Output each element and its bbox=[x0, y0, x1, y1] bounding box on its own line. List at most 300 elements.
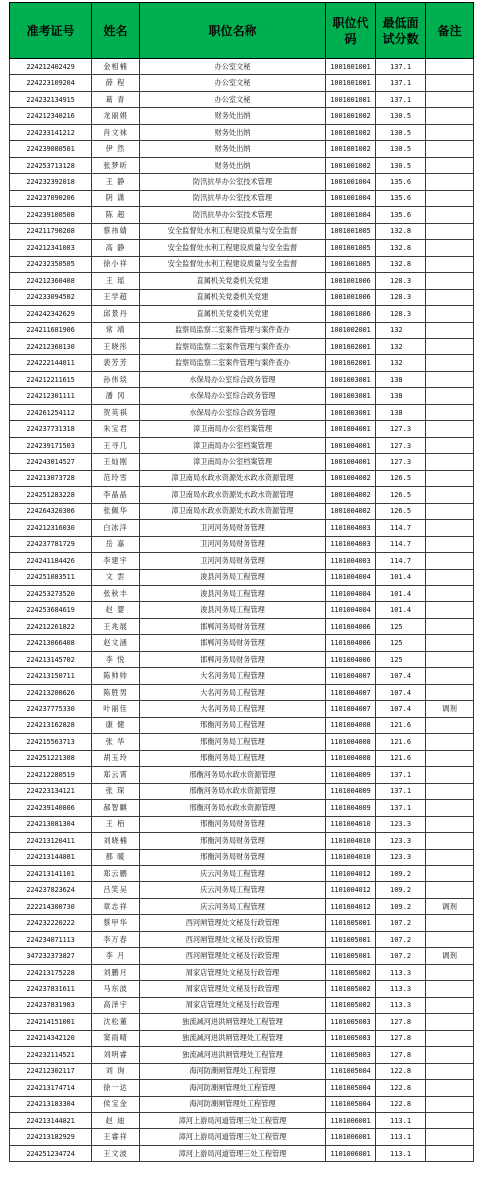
cell-name: 高泽宇 bbox=[92, 997, 140, 1013]
cell-min-score: 126.5 bbox=[376, 470, 426, 486]
cell-name: 郑云霄 bbox=[92, 767, 140, 783]
table-row bbox=[10, 124, 474, 140]
cell-position-code: 1101004003 bbox=[326, 553, 376, 569]
cell-exam-id: 224233094502 bbox=[10, 289, 92, 305]
cell-name: 王睿祥 bbox=[92, 1129, 140, 1145]
table-header bbox=[10, 3, 474, 59]
cell-name: 岳 嘉 bbox=[92, 536, 140, 552]
cell-name: 陈 超 bbox=[92, 207, 140, 223]
cell-note bbox=[426, 355, 474, 371]
cell-min-score: 123.3 bbox=[376, 816, 426, 832]
cell-position-code: 1101006001 bbox=[326, 1129, 376, 1145]
cell-name: 徐一达 bbox=[92, 1080, 140, 1096]
cell-position-code: 1001001006 bbox=[326, 273, 376, 289]
cell-position-code: 1001001004 bbox=[326, 190, 376, 206]
cell-name: 陈胜男 bbox=[92, 684, 140, 700]
cell-min-score: 113.3 bbox=[376, 964, 426, 980]
table-row bbox=[10, 586, 474, 602]
cell-position-code: 1101004010 bbox=[326, 833, 376, 849]
cell-position-code: 1101004009 bbox=[326, 783, 376, 799]
cell-note bbox=[426, 1047, 474, 1063]
cell-name: 胡玉玲 bbox=[92, 750, 140, 766]
cell-note bbox=[426, 273, 474, 289]
cell-name: 龙丽娟 bbox=[92, 108, 140, 124]
cell-min-score: 122.8 bbox=[376, 1063, 426, 1079]
cell-name: 邱景丹 bbox=[92, 306, 140, 322]
cell-note bbox=[426, 190, 474, 206]
table-row bbox=[10, 520, 474, 536]
cell-name: 朱宝君 bbox=[92, 421, 140, 437]
cell-exam-id: 224233141212 bbox=[10, 124, 92, 140]
cell-name: 肖文袜 bbox=[92, 124, 140, 140]
table-row bbox=[10, 783, 474, 799]
cell-note bbox=[426, 997, 474, 1013]
table-row bbox=[10, 256, 474, 272]
table-row bbox=[10, 964, 474, 980]
cell-position-code: 1101004007 bbox=[326, 684, 376, 700]
cell-position-code: 1101005004 bbox=[326, 1080, 376, 1096]
cell-note bbox=[426, 141, 474, 157]
cell-position-code: 1001002001 bbox=[326, 355, 376, 371]
cell-note bbox=[426, 256, 474, 272]
cell-position: 大名河务局工程管理 bbox=[140, 701, 326, 717]
cell-note bbox=[426, 223, 474, 239]
cell-min-score: 127.3 bbox=[376, 437, 426, 453]
table-row bbox=[10, 800, 474, 816]
cell-note bbox=[426, 536, 474, 552]
cell-min-score: 101.4 bbox=[376, 586, 426, 602]
cell-note bbox=[426, 1129, 474, 1145]
cell-min-score: 127.8 bbox=[376, 1030, 426, 1046]
cell-min-score: 122.8 bbox=[376, 1080, 426, 1096]
cell-exam-id: 224243014527 bbox=[10, 454, 92, 470]
cell-note bbox=[426, 454, 474, 470]
table-row bbox=[10, 602, 474, 618]
cell-min-score: 137.1 bbox=[376, 783, 426, 799]
cell-position: 漳河上游局河道管理三处工程管理 bbox=[140, 1145, 326, 1161]
cell-min-score: 135.6 bbox=[376, 207, 426, 223]
cell-position: 大名河务局工程管理 bbox=[140, 684, 326, 700]
cell-note bbox=[426, 1113, 474, 1129]
cell-position-code: 1101004004 bbox=[326, 602, 376, 618]
cell-min-score: 122.8 bbox=[376, 1096, 426, 1112]
cell-name: 王寻几 bbox=[92, 437, 140, 453]
table-row bbox=[10, 371, 474, 387]
cell-min-score: 130.5 bbox=[376, 157, 426, 173]
cell-position: 水保局办公室综合政务管理 bbox=[140, 371, 326, 387]
cell-note bbox=[426, 553, 474, 569]
cell-position: 监察局监察二室案件管理与案件查办 bbox=[140, 355, 326, 371]
cell-exam-id: 224234071113 bbox=[10, 931, 92, 947]
cell-min-score: 114.7 bbox=[376, 536, 426, 552]
cell-min-score: 132.8 bbox=[376, 256, 426, 272]
cell-position: 海河防潮闸管理处工程管理 bbox=[140, 1080, 326, 1096]
table-row bbox=[10, 1014, 474, 1030]
cell-name: 李 月 bbox=[92, 948, 140, 964]
cell-min-score: 123.3 bbox=[376, 833, 426, 849]
table-row bbox=[10, 882, 474, 898]
header-min-score bbox=[376, 3, 426, 59]
cell-position: 直属机关党委机关党建 bbox=[140, 306, 326, 322]
cell-note bbox=[426, 388, 474, 404]
cell-position: 屑家店管理处文秘及行政管理 bbox=[140, 964, 326, 980]
table-row bbox=[10, 240, 474, 256]
cell-position: 财务处出纳 bbox=[140, 157, 326, 173]
cell-name: 裴芳芳 bbox=[92, 355, 140, 371]
table-row bbox=[10, 1080, 474, 1096]
cell-position: 漳卫南局水政水资源处水政水资源管理 bbox=[140, 487, 326, 503]
cell-position-code: 1101005003 bbox=[326, 1030, 376, 1046]
cell-name: 李万春 bbox=[92, 931, 140, 947]
cell-min-score: 127.8 bbox=[376, 1014, 426, 1030]
table-row bbox=[10, 1030, 474, 1046]
cell-position-code: 1101004012 bbox=[326, 865, 376, 881]
cell-name: 张秋丰 bbox=[92, 586, 140, 602]
cell-position: 屑家店管理处文秘及行政管理 bbox=[140, 997, 326, 1013]
cell-exam-id: 224237831611 bbox=[10, 981, 92, 997]
cell-position-code: 1101005003 bbox=[326, 1047, 376, 1063]
cell-min-score: 135.6 bbox=[376, 190, 426, 206]
cell-min-score: 113.3 bbox=[376, 981, 426, 997]
cell-position: 邢衡河务局水政水资源管理 bbox=[140, 767, 326, 783]
cell-min-score: 107.4 bbox=[376, 684, 426, 700]
cell-exam-id: 224211790208 bbox=[10, 223, 92, 239]
table-row bbox=[10, 289, 474, 305]
table-row bbox=[10, 569, 474, 585]
cell-exam-id: 224213183304 bbox=[10, 1096, 92, 1112]
cell-min-score: 114.7 bbox=[376, 553, 426, 569]
cell-position: 防汛抗旱办公室技术管理 bbox=[140, 174, 326, 190]
cell-name: 郝智麒 bbox=[92, 800, 140, 816]
score-table-sheet bbox=[9, 2, 473, 1162]
cell-exam-id: 224239100508 bbox=[10, 207, 92, 223]
cell-position-code: 1001001002 bbox=[326, 124, 376, 140]
cell-min-score: 114.7 bbox=[376, 520, 426, 536]
table-row bbox=[10, 635, 474, 651]
cell-exam-id: 224213175228 bbox=[10, 964, 92, 980]
cell-min-score: 107.2 bbox=[376, 931, 426, 947]
cell-position-code: 1001001001 bbox=[326, 91, 376, 107]
cell-position: 庆云河务局工程管理 bbox=[140, 898, 326, 914]
cell-position: 水保局办公室综合政务管理 bbox=[140, 404, 326, 420]
table-row bbox=[10, 981, 474, 997]
cell-name: 高 静 bbox=[92, 240, 140, 256]
table-row bbox=[10, 487, 474, 503]
cell-name: 赵 婴 bbox=[92, 602, 140, 618]
cell-position: 漳河上游局河道管理三处工程管理 bbox=[140, 1113, 326, 1129]
cell-min-score: 107.4 bbox=[376, 701, 426, 717]
cell-note bbox=[426, 91, 474, 107]
cell-position-code: 1001001001 bbox=[326, 59, 376, 75]
cell-name: 章志祥 bbox=[92, 898, 140, 914]
cell-name: 王晓彤 bbox=[92, 338, 140, 354]
cell-position: 防汛抗旱办公室技术管理 bbox=[140, 190, 326, 206]
cell-position-code: 1101005001 bbox=[326, 948, 376, 964]
cell-position: 西河闸管理处文秘及行政管理 bbox=[140, 948, 326, 964]
cell-note bbox=[426, 124, 474, 140]
cell-exam-id: 224213162828 bbox=[10, 717, 92, 733]
cell-exam-id: 224212341003 bbox=[10, 240, 92, 256]
cell-exam-id: 224214342120 bbox=[10, 1030, 92, 1046]
cell-position: 漳卫南局办公室档案管理 bbox=[140, 454, 326, 470]
cell-exam-id: 224251234724 bbox=[10, 1145, 92, 1161]
cell-note bbox=[426, 882, 474, 898]
cell-min-score: 109.2 bbox=[376, 882, 426, 898]
table-row bbox=[10, 618, 474, 634]
cell-position-code: 1101004006 bbox=[326, 618, 376, 634]
table-row bbox=[10, 1063, 474, 1079]
cell-position-code: 1101004006 bbox=[326, 635, 376, 651]
cell-note: 调剂 bbox=[426, 948, 474, 964]
cell-note bbox=[426, 1063, 474, 1079]
table-row bbox=[10, 306, 474, 322]
cell-exam-id: 224212302117 bbox=[10, 1063, 92, 1079]
cell-min-score: 137.1 bbox=[376, 91, 426, 107]
cell-min-score: 130.5 bbox=[376, 124, 426, 140]
header-exam-id: 准考证号 bbox=[10, 3, 92, 59]
header-position: 职位名称 bbox=[140, 3, 326, 59]
cell-exam-id: 224253273520 bbox=[10, 586, 92, 602]
cell-exam-id: 224223109204 bbox=[10, 75, 92, 91]
header-position-code bbox=[326, 3, 376, 59]
table-row bbox=[10, 750, 474, 766]
cell-note bbox=[426, 833, 474, 849]
cell-position: 邢衡河务局财务管理 bbox=[140, 833, 326, 849]
cell-position: 独流减河进洪闸管理处工程管理 bbox=[140, 1047, 326, 1063]
cell-exam-id: 224237831903 bbox=[10, 997, 92, 1013]
cell-exam-id: 347232373827 bbox=[10, 948, 92, 964]
table-row bbox=[10, 849, 474, 865]
cell-position: 漳卫南局办公室档案管理 bbox=[140, 421, 326, 437]
cell-position-code: 1101005002 bbox=[326, 981, 376, 997]
cell-position-code: 1101005004 bbox=[326, 1096, 376, 1112]
cell-name: 李 悦 bbox=[92, 651, 140, 667]
cell-min-score: 121.6 bbox=[376, 734, 426, 750]
cell-exam-id: 224232350505 bbox=[10, 256, 92, 272]
cell-position: 安全监督处水利工程建设质量与安全监督 bbox=[140, 256, 326, 272]
cell-position-code: 1101004004 bbox=[326, 569, 376, 585]
cell-min-score: 113.1 bbox=[376, 1113, 426, 1129]
cell-exam-id: 224232392018 bbox=[10, 174, 92, 190]
cell-exam-id: 224213145702 bbox=[10, 651, 92, 667]
cell-note bbox=[426, 338, 474, 354]
table-row bbox=[10, 915, 474, 931]
cell-position-code: 1001002001 bbox=[326, 322, 376, 338]
cell-position-code: 1101004007 bbox=[326, 701, 376, 717]
cell-note bbox=[426, 1030, 474, 1046]
cell-name: 赵 迪 bbox=[92, 1113, 140, 1129]
cell-position: 财务处出纳 bbox=[140, 124, 326, 140]
table-row bbox=[10, 190, 474, 206]
cell-min-score: 135.6 bbox=[376, 174, 426, 190]
cell-position: 邢衡河务局工程管理 bbox=[140, 750, 326, 766]
table-row bbox=[10, 816, 474, 832]
cell-exam-id: 224214151001 bbox=[10, 1014, 92, 1030]
header-code-line1: 职位代 bbox=[332, 15, 369, 30]
cell-position-code: 1001001004 bbox=[326, 174, 376, 190]
cell-min-score: 107.2 bbox=[376, 915, 426, 931]
cell-min-score: 113.1 bbox=[376, 1145, 426, 1161]
cell-position: 水保局办公室综合政务管理 bbox=[140, 388, 326, 404]
cell-note bbox=[426, 421, 474, 437]
cell-note bbox=[426, 783, 474, 799]
cell-exam-id: 224251283228 bbox=[10, 487, 92, 503]
cell-min-score: 109.2 bbox=[376, 865, 426, 881]
table-row bbox=[10, 355, 474, 371]
cell-position-code: 1101004008 bbox=[326, 734, 376, 750]
cell-min-score: 125 bbox=[376, 635, 426, 651]
table-row bbox=[10, 174, 474, 190]
cell-position-code: 1001001005 bbox=[326, 256, 376, 272]
cell-position: 漳卫南局水政水资源处水政水资源管理 bbox=[140, 503, 326, 519]
cell-min-score: 121.6 bbox=[376, 750, 426, 766]
cell-note bbox=[426, 668, 474, 684]
cell-position-code: 1001001002 bbox=[326, 108, 376, 124]
cell-position-code: 1101004007 bbox=[326, 668, 376, 684]
header-note: 备注 bbox=[426, 3, 474, 59]
cell-position: 邢衡河务局水政水资源管理 bbox=[140, 783, 326, 799]
cell-name: 范玲雪 bbox=[92, 470, 140, 486]
cell-name: 郑云鹏 bbox=[92, 865, 140, 881]
cell-name: 赵文涵 bbox=[92, 635, 140, 651]
cell-note bbox=[426, 569, 474, 585]
cell-note bbox=[426, 470, 474, 486]
cell-exam-id: 224232114521 bbox=[10, 1047, 92, 1063]
table-row bbox=[10, 223, 474, 239]
cell-note: 调剂 bbox=[426, 898, 474, 914]
cell-position: 西河闸管理处文秘及行政管理 bbox=[140, 931, 326, 947]
cell-position: 大名河务局工程管理 bbox=[140, 668, 326, 684]
table-row bbox=[10, 503, 474, 519]
cell-min-score: 137.1 bbox=[376, 767, 426, 783]
cell-position-code: 1101005003 bbox=[326, 1014, 376, 1030]
cell-position: 监察局监察二室案件管理与案件查办 bbox=[140, 338, 326, 354]
cell-position: 直属机关党委机关党建 bbox=[140, 289, 326, 305]
cell-position: 海河防潮闸管理处工程管理 bbox=[140, 1096, 326, 1112]
table-row bbox=[10, 421, 474, 437]
cell-min-score: 101.4 bbox=[376, 569, 426, 585]
cell-exam-id: 224237781729 bbox=[10, 536, 92, 552]
header-score-line2: 试分数 bbox=[382, 31, 419, 46]
cell-min-score: 137.1 bbox=[376, 59, 426, 75]
cell-name: 刘鹏月 bbox=[92, 964, 140, 980]
cell-position: 邢衡河务局水政水资源管理 bbox=[140, 800, 326, 816]
table-row bbox=[10, 157, 474, 173]
table-row bbox=[10, 833, 474, 849]
cell-min-score: 123.3 bbox=[376, 849, 426, 865]
cell-min-score: 137.1 bbox=[376, 75, 426, 91]
cell-position-code: 1001002001 bbox=[326, 338, 376, 354]
cell-name: 刘晓楠 bbox=[92, 833, 140, 849]
cell-position: 财务处出纳 bbox=[140, 108, 326, 124]
cell-exam-id: 224212301111 bbox=[10, 388, 92, 404]
cell-exam-id: 224213144801 bbox=[10, 849, 92, 865]
table-row bbox=[10, 767, 474, 783]
cell-min-score: 128.3 bbox=[376, 273, 426, 289]
cell-note bbox=[426, 849, 474, 865]
header-score-line1: 最低面 bbox=[382, 15, 419, 30]
cell-name: 窦雨晴 bbox=[92, 1030, 140, 1046]
cell-position: 财务处出纳 bbox=[140, 141, 326, 157]
cell-position-code: 1101004010 bbox=[326, 849, 376, 865]
cell-exam-id: 224212280519 bbox=[10, 767, 92, 783]
cell-min-score: 121.6 bbox=[376, 717, 426, 733]
cell-position: 邢衡河务局财务管理 bbox=[140, 816, 326, 832]
cell-exam-id: 224261254112 bbox=[10, 404, 92, 420]
cell-note bbox=[426, 915, 474, 931]
cell-exam-id: 224264320306 bbox=[10, 503, 92, 519]
cell-name: 孙伟琰 bbox=[92, 371, 140, 387]
cell-position: 办公室文秘 bbox=[140, 59, 326, 75]
table-row bbox=[10, 948, 474, 964]
table-row bbox=[10, 207, 474, 223]
cell-exam-id: 224237090206 bbox=[10, 190, 92, 206]
cell-exam-id: 224212340216 bbox=[10, 108, 92, 124]
cell-position-code: 1101004003 bbox=[326, 536, 376, 552]
cell-note bbox=[426, 207, 474, 223]
cell-note bbox=[426, 717, 474, 733]
cell-exam-id: 224212316030 bbox=[10, 520, 92, 536]
table-row bbox=[10, 553, 474, 569]
cell-min-score: 130.5 bbox=[376, 108, 426, 124]
cell-min-score: 138 bbox=[376, 371, 426, 387]
cell-note bbox=[426, 503, 474, 519]
cell-name: 王 瑶 bbox=[92, 273, 140, 289]
cell-note bbox=[426, 651, 474, 667]
cell-exam-id: 224212360408 bbox=[10, 273, 92, 289]
cell-exam-id: 224223134121 bbox=[10, 783, 92, 799]
cell-position: 安全监督处水利工程建设质量与安全监督 bbox=[140, 240, 326, 256]
cell-name: 王兆展 bbox=[92, 618, 140, 634]
cell-name: 康 健 bbox=[92, 717, 140, 733]
cell-position: 防汛抗旱办公室技术管理 bbox=[140, 207, 326, 223]
table-row bbox=[10, 141, 474, 157]
table-row bbox=[10, 388, 474, 404]
cell-note bbox=[426, 371, 474, 387]
table-row bbox=[10, 717, 474, 733]
cell-min-score: 125 bbox=[376, 618, 426, 634]
table-row bbox=[10, 322, 474, 338]
cell-position-code: 1001001005 bbox=[326, 223, 376, 239]
table-row bbox=[10, 1145, 474, 1161]
cell-position: 监察局监察二室案件管理与案件查办 bbox=[140, 322, 326, 338]
cell-exam-id: 224213073728 bbox=[10, 470, 92, 486]
cell-position-code: 1101006001 bbox=[326, 1145, 376, 1161]
cell-position-code: 1101005001 bbox=[326, 931, 376, 947]
cell-position-code: 1101004010 bbox=[326, 816, 376, 832]
cell-note bbox=[426, 75, 474, 91]
cell-name: 都 暖 bbox=[92, 849, 140, 865]
cell-note bbox=[426, 602, 474, 618]
cell-min-score: 127.3 bbox=[376, 421, 426, 437]
cell-position-code: 1001001005 bbox=[326, 240, 376, 256]
cell-note bbox=[426, 684, 474, 700]
cell-exam-id: 224213141101 bbox=[10, 865, 92, 881]
cell-name: 薛 程 bbox=[92, 75, 140, 91]
cell-position-code: 1001001002 bbox=[326, 141, 376, 157]
cell-name: 潘 冈 bbox=[92, 388, 140, 404]
table-row bbox=[10, 404, 474, 420]
cell-name: 蔡祎婧 bbox=[92, 223, 140, 239]
cell-min-score: 128.3 bbox=[376, 289, 426, 305]
cell-min-score: 138 bbox=[376, 404, 426, 420]
table-row bbox=[10, 865, 474, 881]
cell-name: 伊 然 bbox=[92, 141, 140, 157]
cell-position: 漳河上游局河道管理三处工程管理 bbox=[140, 1129, 326, 1145]
cell-position: 浚县河务局工程管理 bbox=[140, 569, 326, 585]
cell-name: 侯宝金 bbox=[92, 1096, 140, 1112]
cell-position: 邢衡河务局工程管理 bbox=[140, 734, 326, 750]
